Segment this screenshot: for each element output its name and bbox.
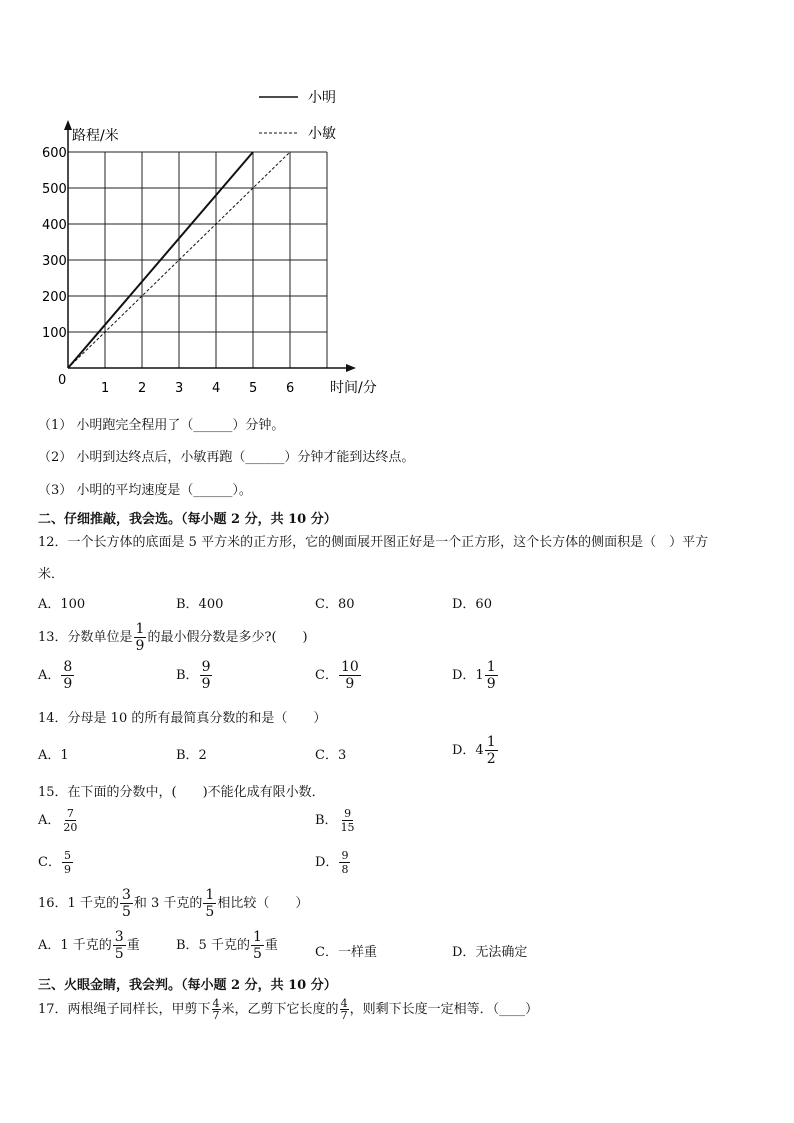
q15-option-c [38,850,74,875]
q13-a-num: 8 [63,659,73,675]
q16-frac1-den: 5 [121,904,131,920]
q13-d-den: 9 [486,676,496,692]
q14-d-frac [485,735,498,766]
q17-part3: ，则剩下长度一定相等．（____） [349,1002,539,1017]
q14-d-den: 2 [486,751,496,767]
q12-option-c: C．80 [315,597,355,612]
q14-option-d [452,735,499,766]
distance-time-chart [0,0,794,410]
q13-c-label: C． [315,668,338,683]
x-tick-label: 3 [175,381,184,396]
q13-fraction [134,622,147,653]
q15-option-b [315,808,358,833]
q16-part1: 16．1 千克的 [38,896,119,911]
q15-a-den: 20 [63,821,78,834]
q15-b-num: 9 [344,807,352,820]
q14-option-c: C．3 [315,748,347,763]
q17-frac2-num: 4 [340,997,348,1010]
q17-frac1-num: 4 [212,997,220,1010]
q13-frac-den: 9 [135,638,145,654]
q13-c-num: 10 [340,659,359,675]
q13-frac-num: 1 [135,621,145,637]
question-17 [38,998,538,1021]
q13-option-a [38,660,75,691]
q15-a-frac [61,808,79,833]
q15-d-den: 8 [341,863,349,876]
q15-d-frac [339,850,350,875]
q17-frac2 [340,998,349,1021]
q13-d-frac [485,660,498,691]
q17-frac1 [212,998,221,1021]
question-16 [38,888,308,919]
question-3: （3） 小明的平均速度是（______）。 [38,483,252,498]
x-tick-label: 6 [286,381,295,396]
q13-b-label: B． [176,668,199,683]
q12-option-d: D．60 [452,597,492,612]
q16-a-pre: A．1 千克的 [38,938,112,953]
chart-ticks [42,146,294,396]
q14-option-a: A．1 [38,748,69,763]
q15-b-frac [339,808,357,833]
q16-option-c: C．一样重 [315,945,377,960]
q12-option-a: A．100 [38,597,86,612]
q15-d-label: D． [315,855,339,870]
q14-d-label: D．4 [452,743,484,758]
q16-option-d: D．无法确定 [452,945,528,960]
y-tick-label: 200 [42,290,67,305]
q15-option-a [38,808,80,833]
q16-frac1-num: 3 [121,887,131,903]
q17-part1: 17．两根绳子同样长，甲剪下 [38,1002,211,1017]
q16-b-den: 5 [252,946,262,962]
question-13 [38,622,308,653]
y-tick-label: 300 [42,254,67,269]
q15-c-den: 9 [63,863,71,876]
q16-a-num: 3 [114,929,124,945]
q15-c-num: 5 [63,849,71,862]
q13-option-b [176,660,213,691]
q13-b-den: 9 [201,676,211,692]
q15-a-label: A． [38,813,61,828]
q13-a-label: A． [38,668,61,683]
q16-part2: 和 3 千克的 [133,896,203,911]
q13-b-num: 9 [201,659,211,675]
question-15: 15．在下面的分数中，( )不能化成有限小数． [38,785,325,800]
question-12-line1: 12．一个长方体的底面是 5 平方米的正方形，它的侧面展开图正好是一个正方形，这个长方体的侧面积是（ ）平方 [38,535,709,550]
q15-a-num: 7 [66,807,74,820]
q13-d-num: 1 [486,659,496,675]
q15-option-d [315,850,351,875]
q16-b-num: 1 [252,929,262,945]
q15-b-label: B． [315,813,338,828]
q16-part3: 相比较（ ） [217,896,309,911]
question-14: 14．分母是 10 的所有最简真分数的和是（ ） [38,711,327,726]
q16-option-b [176,930,278,961]
q15-b-den: 15 [340,821,355,834]
y-tick-label: 100 [42,326,67,341]
chart-legend [259,90,336,142]
q13-option-d [452,660,499,691]
q14-d-num: 1 [486,734,496,750]
q15-d-num: 9 [341,849,349,862]
q16-b-frac [251,930,264,961]
q15-c-frac [62,850,73,875]
q13-b-frac [200,660,213,691]
q15-c-label: C． [38,855,61,870]
q16-a-frac [113,930,126,961]
chart-axes [64,120,356,372]
y-tick-label: 500 [42,182,67,197]
section-3-title: 三、火眼金睛，我会判。（每小题 2 分，共 10 分） [38,978,337,993]
q13-a-den: 9 [63,676,73,692]
q16-b-post: 重 [264,938,278,953]
y-axis-label: 路程/米 [72,128,119,144]
question-2: （2） 小明到达终点后，小敏再跑（______）分钟才能到达终点。 [38,450,415,465]
x-tick-label: 5 [249,381,258,396]
q16-frac1 [120,888,133,919]
origin-label: 0 [58,373,67,388]
x-tick-label: 1 [101,381,110,396]
q13-a-frac [61,660,74,691]
q13-c-den: 9 [345,676,355,692]
section-2-title: 二、仔细推敲，我会选。（每小题 2 分，共 10 分） [38,512,337,527]
q16-frac2-num: 1 [205,887,215,903]
y-axis-arrow [64,120,72,130]
q12-option-b: B．400 [176,597,224,612]
question-1: （1） 小明跑完全程用了（______）分钟。 [38,418,285,433]
x-tick-label: 4 [212,381,221,396]
q13-c-frac [339,660,361,691]
legend-label: 小明 [308,90,336,106]
x-axis-arrow [346,364,356,372]
q17-frac2-den: 7 [340,1009,348,1022]
x-tick-label: 2 [138,381,147,396]
q16-a-den: 5 [114,946,124,962]
q17-frac1-den: 7 [212,1009,220,1022]
q17-part2: 米，乙剪下它长度的 [221,1002,339,1017]
q13-suffix: 的最小假分数是多少?( ) [147,630,308,645]
q16-a-post: 重 [126,938,140,953]
chart-grid [68,152,327,368]
q13-prefix: 13．分数单位是 [38,630,133,645]
question-12-line2: 米． [38,567,65,582]
q16-frac2 [203,888,216,919]
y-tick-label: 600 [42,146,67,161]
y-tick-label: 400 [42,218,67,233]
q16-option-a [38,930,140,961]
q16-frac2-den: 5 [205,904,215,920]
q13-d-label: D．1 [452,668,484,683]
q14-option-b: B．2 [176,748,207,763]
x-axis-label: 时间/分 [330,380,377,396]
q16-b-pre: B．5 千克的 [176,938,250,953]
legend-label: 小敏 [308,126,336,142]
q13-option-c [315,660,362,691]
